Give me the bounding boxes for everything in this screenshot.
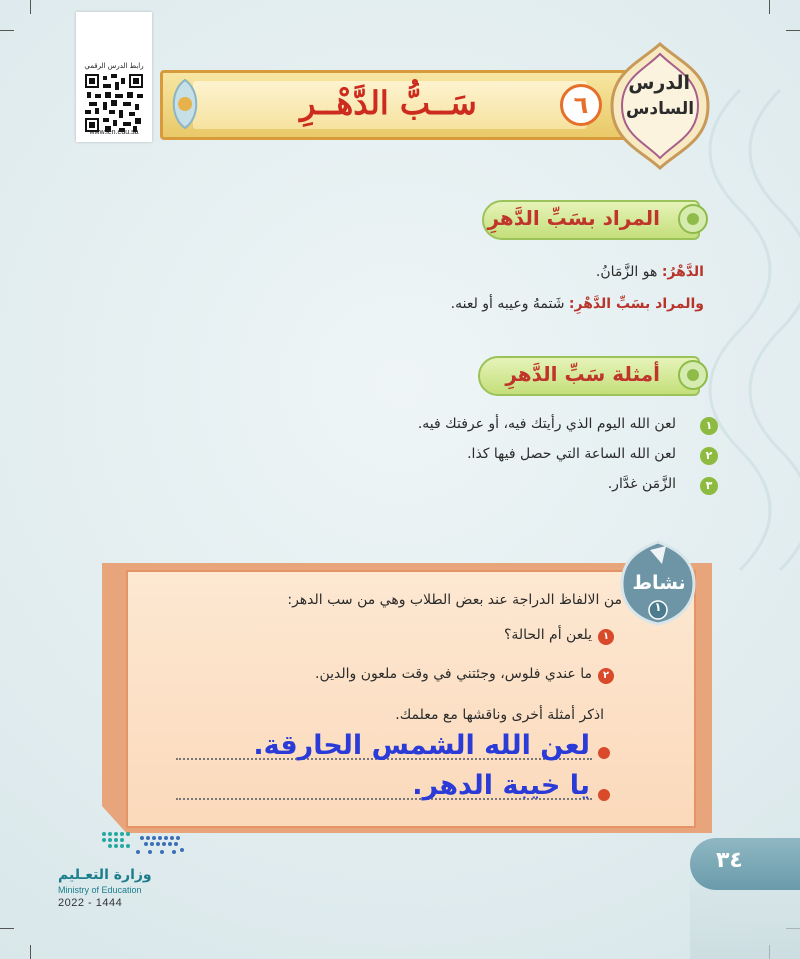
example-number: ١ xyxy=(700,417,718,435)
handwritten-answer: يا خيبة الدهر. xyxy=(412,770,590,801)
activity-item: يلعن أم الحالة؟ xyxy=(503,627,592,643)
answer-bullet xyxy=(598,747,610,759)
definition-line-1 xyxy=(596,264,704,280)
answer-bullet xyxy=(598,789,610,801)
example-item: لعن الله الساعة التي حصل فيها كذا. xyxy=(467,446,676,462)
activity-number: ١ xyxy=(654,600,662,614)
edition-year: 2022 - 1444 xyxy=(58,897,123,909)
section-title-examples: أمثلة سَبِّ الدَّهرِ xyxy=(505,362,660,386)
example-number: ٣ xyxy=(700,477,718,495)
crop-mark xyxy=(786,30,800,31)
definition-term: الدَّهْرُ: xyxy=(661,264,704,280)
lesson-number: ٦ xyxy=(560,84,602,126)
activity-item-number: ١ xyxy=(598,629,614,645)
activity-item-number: ٢ xyxy=(598,668,614,684)
page-number: ٣٤ xyxy=(716,848,743,873)
activity-prompt: اذكر أمثلة أخرى وناقشها مع معلمك. xyxy=(395,707,604,723)
crop-mark xyxy=(30,0,31,14)
qr-card[interactable] xyxy=(76,12,152,142)
definition-term: والمراد بسَبِّ الدَّهْرِ: xyxy=(568,296,704,312)
page-number-tab xyxy=(690,838,800,890)
crop-mark xyxy=(0,928,14,929)
definition-text: هو الزَّمَانُ. xyxy=(595,264,662,280)
floral-ornament-icon xyxy=(160,76,210,132)
activity-label: نشاط xyxy=(632,572,686,594)
qr-label: رابط الدرس الرقمي xyxy=(84,62,144,70)
crop-mark xyxy=(30,945,31,959)
definition-line-2 xyxy=(451,296,704,312)
activity-box xyxy=(126,570,696,828)
qr-url: www.ien.edu.sa xyxy=(89,129,139,136)
leaf-ornament-icon xyxy=(676,201,710,237)
handwritten-answer: لعن الله الشمس الحارقة. xyxy=(253,730,590,761)
bottom-ornament xyxy=(690,880,800,959)
leaf-ornament-icon xyxy=(676,357,710,393)
lesson-label-word: الدرس xyxy=(628,72,690,94)
qr-code-icon xyxy=(85,74,143,132)
lesson-label-ordinal: السادس xyxy=(625,99,695,119)
crop-mark xyxy=(769,0,770,14)
ministry-name-arabic: وزارة التعـليم xyxy=(58,867,152,883)
example-number: ٢ xyxy=(700,447,718,465)
example-item: الزَّمَن غدَّار. xyxy=(607,476,676,492)
crop-mark xyxy=(0,30,14,31)
ministry-logo-icon xyxy=(98,828,188,862)
activity-intro: من الالفاظ الدراجة عند بعض الطلاب وهي من سب الدهر: xyxy=(287,592,622,608)
definition-text: شَتمهُ وعيبه أو لعنه. xyxy=(450,296,569,312)
lesson-title: سَــبُّ الدَّهْــرِ xyxy=(300,84,477,122)
activity-item: ما عندي فلوس، وجئتني في وقت ملعون والدين. xyxy=(315,666,592,682)
ministry-name-english: Ministry of Education xyxy=(58,885,142,895)
example-item: لعن الله اليوم الذي رأيتك فيه، أو عرفتك فيه. xyxy=(417,416,676,432)
section-title-meaning: المراد بسَبِّ الدَّهرِ xyxy=(487,206,660,230)
